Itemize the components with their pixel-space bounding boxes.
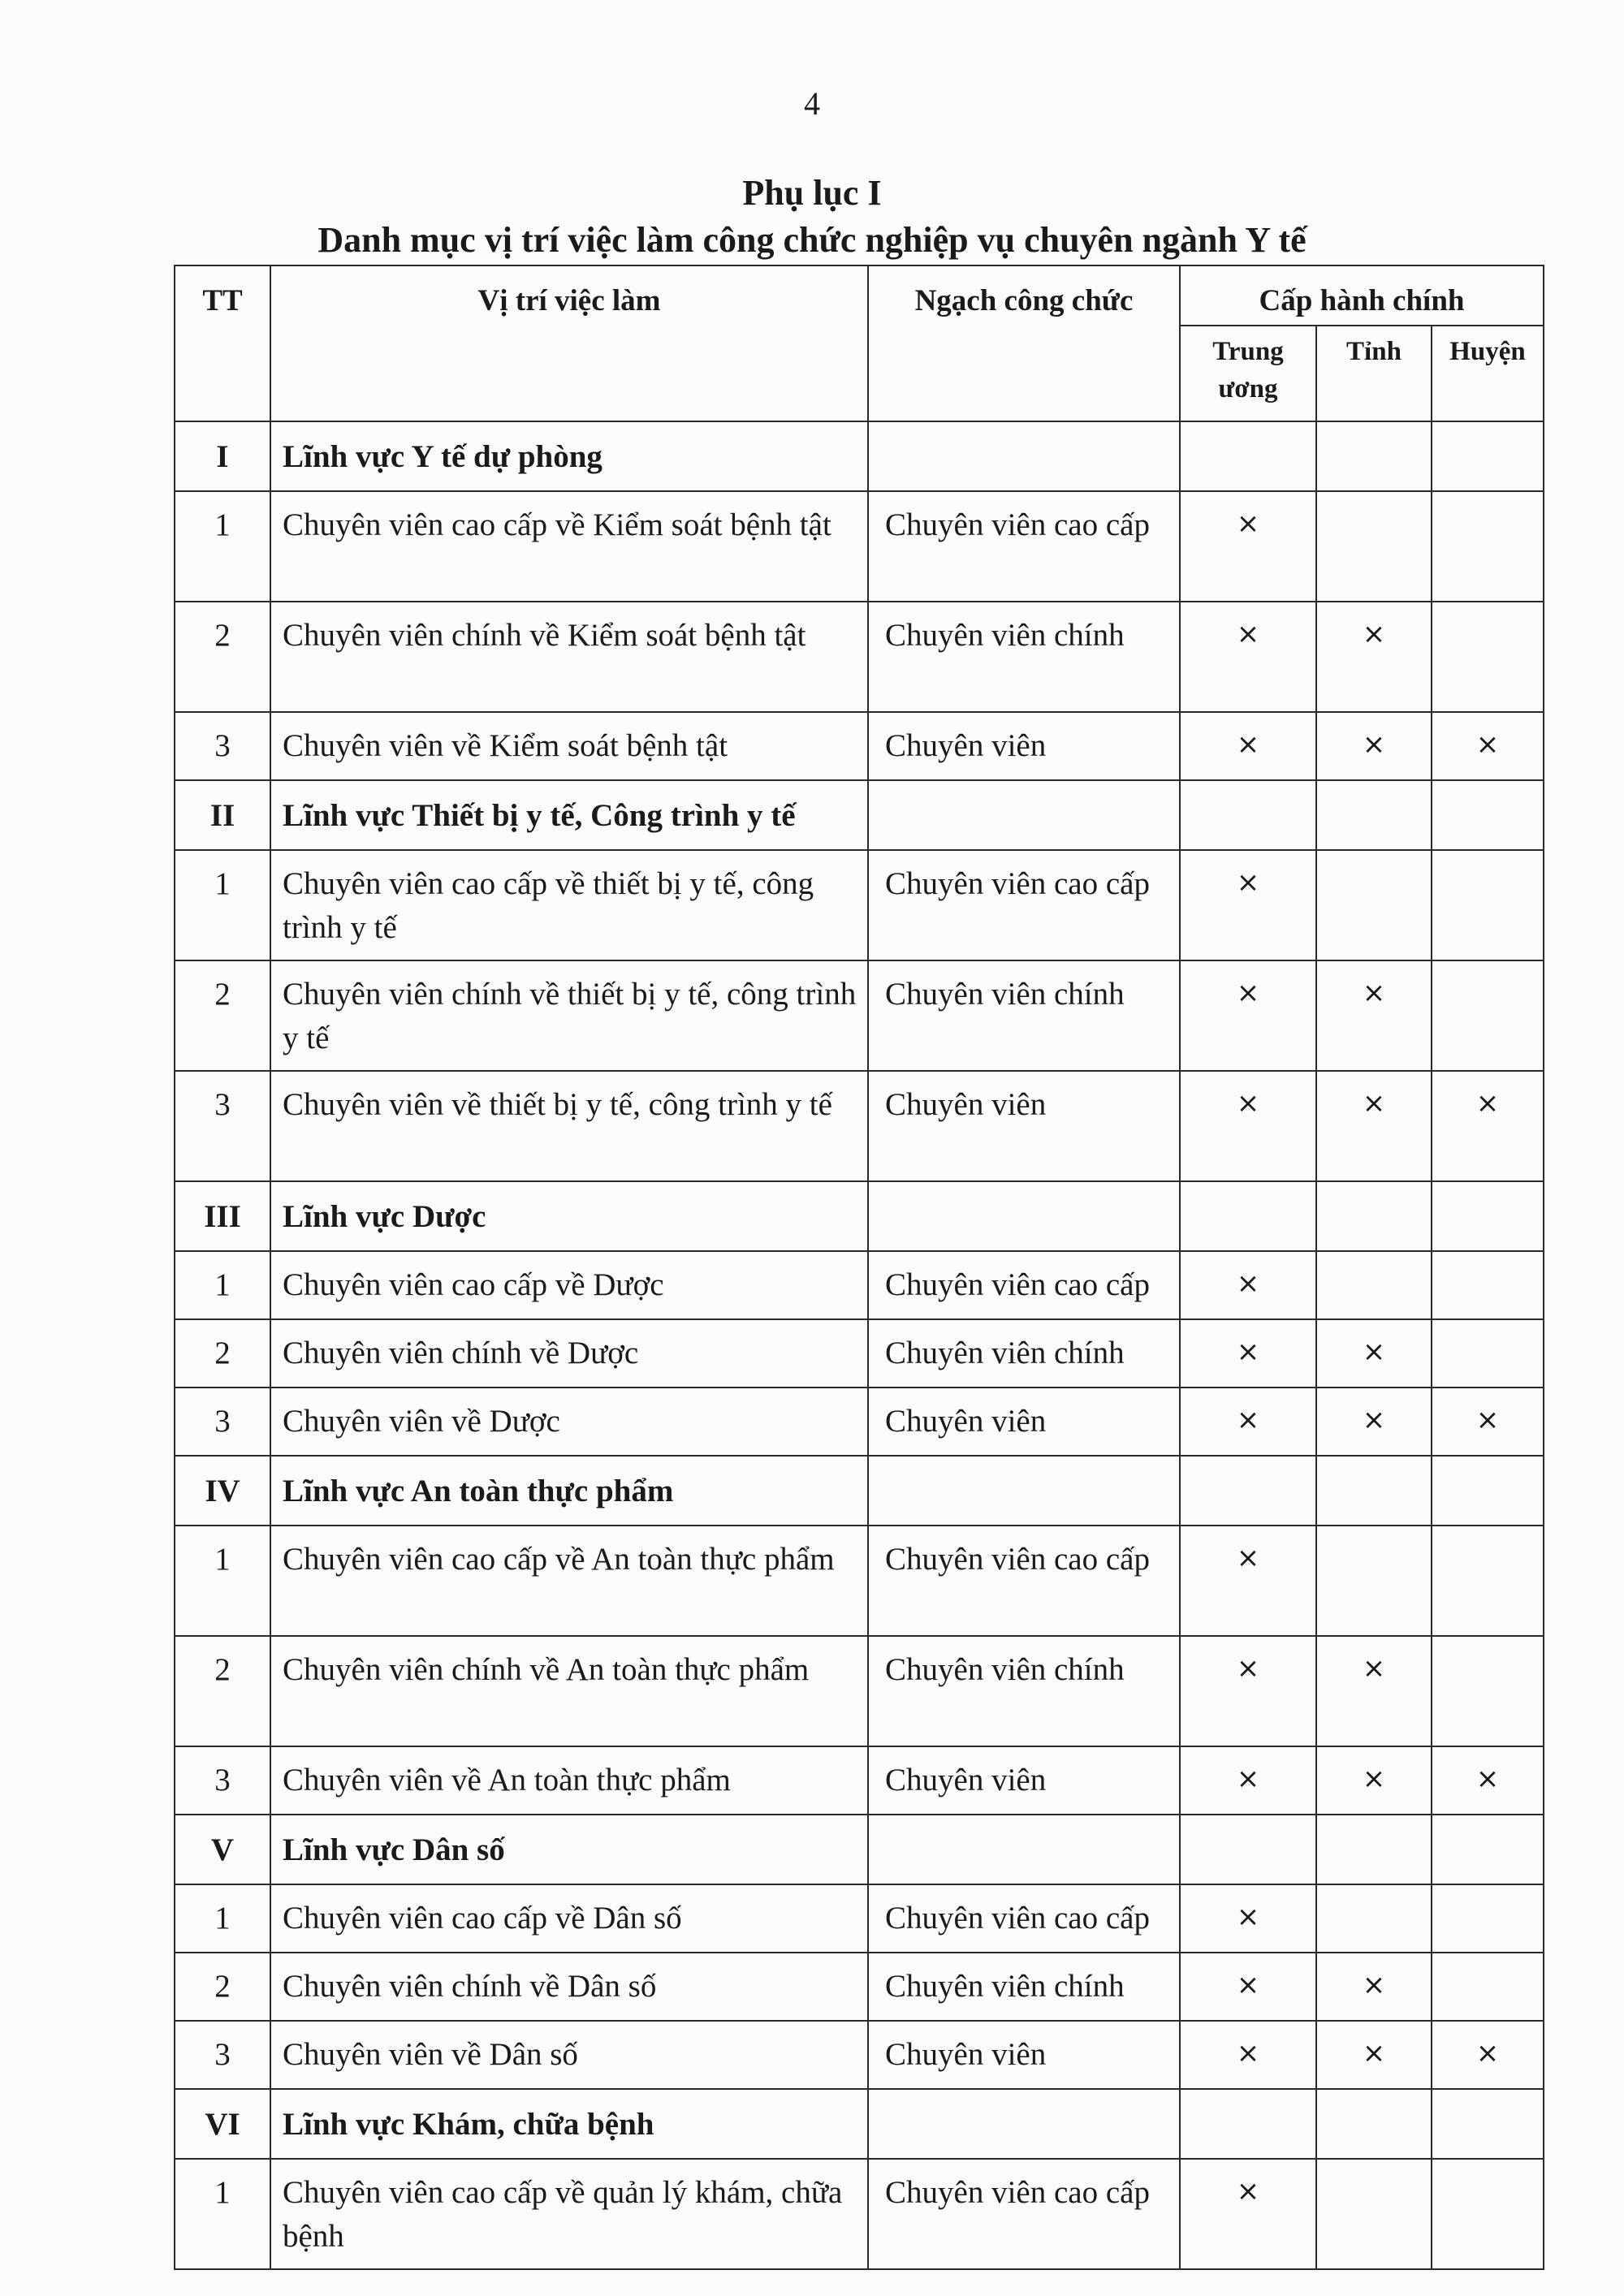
table-row <box>175 712 1544 780</box>
empty-cell <box>868 1456 1180 1526</box>
empty-cell <box>1432 2089 1544 2159</box>
empty-cell <box>1316 780 1432 850</box>
district-mark: × <box>1432 2021 1544 2089</box>
position-cell: Chuyên viên cao cấp về quản lý khám, chữa bệnh <box>270 2159 868 2269</box>
empty-cell <box>868 421 1180 491</box>
section-title: Lĩnh vực Dược <box>270 1181 868 1251</box>
table-row <box>175 1251 1544 1319</box>
row-tt: 2 <box>175 1319 270 1388</box>
section-title: Lĩnh vực Khám, chữa bệnh <box>270 2089 868 2159</box>
row-tt: 1 <box>175 850 270 960</box>
section-title: Lĩnh vực Thiết bị y tế, Công trình y tế <box>270 780 868 850</box>
province-mark <box>1316 491 1432 602</box>
table-row <box>175 1388 1544 1456</box>
grade-cell: Chuyên viên cao cấp <box>868 1526 1180 1636</box>
position-cell: Chuyên viên cao cấp về An toàn thực phẩm <box>270 1526 868 1636</box>
province-mark: × <box>1316 960 1432 1071</box>
position-cell: Chuyên viên về An toàn thực phẩm <box>270 1746 868 1815</box>
grade-cell: Chuyên viên chính <box>868 1636 1180 1746</box>
title-block <box>0 170 1624 265</box>
central-mark: × <box>1180 602 1316 712</box>
table-row <box>175 1953 1544 2021</box>
grade-cell: Chuyên viên cao cấp <box>868 1884 1180 1953</box>
grade-cell: Chuyên viên chính <box>868 960 1180 1071</box>
row-tt: VI <box>175 2089 270 2159</box>
section-row <box>175 1456 1544 1526</box>
table-row <box>175 1884 1544 1953</box>
central-mark: × <box>1180 491 1316 602</box>
grade-cell: Chuyên viên chính <box>868 1953 1180 2021</box>
appendix-subtitle: Danh mục vị trí việc làm công chức nghiệp vụ chuyên ngành Y tế <box>317 220 1307 260</box>
province-mark <box>1316 1251 1432 1319</box>
central-mark: × <box>1180 1388 1316 1456</box>
page-number: 4 <box>804 85 820 122</box>
row-tt: 1 <box>175 1884 270 1953</box>
grade-cell: Chuyên viên cao cấp <box>868 1251 1180 1319</box>
empty-cell <box>868 1181 1180 1251</box>
grade-cell: Chuyên viên cao cấp <box>868 491 1180 602</box>
row-tt: 3 <box>175 1071 270 1181</box>
empty-cell <box>1432 1815 1544 1884</box>
job-position-table <box>174 265 1544 2270</box>
province-mark <box>1316 850 1432 960</box>
empty-cell <box>1432 780 1544 850</box>
empty-cell <box>1432 1456 1544 1526</box>
row-tt: V <box>175 1815 270 1884</box>
position-cell: Chuyên viên chính về Dược <box>270 1319 868 1388</box>
empty-cell <box>1316 2089 1432 2159</box>
position-cell: Chuyên viên cao cấp về Kiểm soát bệnh tật <box>270 491 868 602</box>
row-tt: 1 <box>175 1251 270 1319</box>
district-mark: × <box>1432 1388 1544 1456</box>
header-admin-level: Cấp hành chính <box>1180 265 1544 326</box>
province-mark: × <box>1316 602 1432 712</box>
table-row <box>175 960 1544 1071</box>
position-cell: Chuyên viên chính về thiết bị y tế, công trình y tế <box>270 960 868 1071</box>
central-mark: × <box>1180 1071 1316 1181</box>
row-tt: 1 <box>175 2159 270 2269</box>
province-mark: × <box>1316 1319 1432 1388</box>
grade-cell: Chuyên viên chính <box>868 1319 1180 1388</box>
position-cell: Chuyên viên về Kiểm soát bệnh tật <box>270 712 868 780</box>
central-mark: × <box>1180 1636 1316 1746</box>
grade-cell: Chuyên viên <box>868 712 1180 780</box>
grade-cell: Chuyên viên cao cấp <box>868 2159 1180 2269</box>
row-tt: 2 <box>175 1953 270 2021</box>
district-mark <box>1432 1953 1544 2021</box>
header-grade: Ngạch công chức <box>868 265 1180 421</box>
appendix-title: Phụ lục I <box>742 173 882 213</box>
district-mark <box>1432 1319 1544 1388</box>
row-tt: 1 <box>175 491 270 602</box>
header-central: Trung ương <box>1180 326 1316 421</box>
section-row <box>175 780 1544 850</box>
table-row <box>175 1526 1544 1636</box>
table-row <box>175 1319 1544 1388</box>
empty-cell <box>868 2089 1180 2159</box>
district-mark: × <box>1432 1071 1544 1181</box>
table-row <box>175 491 1544 602</box>
central-mark: × <box>1180 1953 1316 2021</box>
district-mark <box>1432 1251 1544 1319</box>
empty-cell <box>868 780 1180 850</box>
row-tt: IV <box>175 1456 270 1526</box>
province-mark: × <box>1316 2021 1432 2089</box>
district-mark: × <box>1432 712 1544 780</box>
district-mark <box>1432 602 1544 712</box>
row-tt: 2 <box>175 960 270 1071</box>
row-tt: 2 <box>175 602 270 712</box>
empty-cell <box>1180 780 1316 850</box>
section-row <box>175 2089 1544 2159</box>
row-tt: 3 <box>175 2021 270 2089</box>
row-tt: III <box>175 1181 270 1251</box>
province-mark <box>1316 1526 1432 1636</box>
central-mark: × <box>1180 1884 1316 1953</box>
central-mark: × <box>1180 2159 1316 2269</box>
empty-cell <box>1180 1181 1316 1251</box>
section-row <box>175 1181 1544 1251</box>
district-mark <box>1432 1884 1544 1953</box>
row-tt: 3 <box>175 1388 270 1456</box>
empty-cell <box>1432 421 1544 491</box>
province-mark: × <box>1316 1953 1432 2021</box>
table-row <box>175 2159 1544 2269</box>
central-mark: × <box>1180 1526 1316 1636</box>
central-mark: × <box>1180 1746 1316 1815</box>
empty-cell <box>1316 1181 1432 1251</box>
central-mark: × <box>1180 960 1316 1071</box>
district-mark <box>1432 960 1544 1071</box>
district-mark <box>1432 491 1544 602</box>
district-mark <box>1432 850 1544 960</box>
province-mark: × <box>1316 712 1432 780</box>
table-row <box>175 1071 1544 1181</box>
table-header <box>175 265 1544 421</box>
position-cell: Chuyên viên về thiết bị y tế, công trình y tế <box>270 1071 868 1181</box>
table-row <box>175 2021 1544 2089</box>
grade-cell: Chuyên viên <box>868 1071 1180 1181</box>
empty-cell <box>1180 1456 1316 1526</box>
empty-cell <box>1180 2089 1316 2159</box>
empty-cell <box>1180 421 1316 491</box>
position-cell: Chuyên viên chính về An toàn thực phẩm <box>270 1636 868 1746</box>
grade-cell: Chuyên viên <box>868 2021 1180 2089</box>
position-cell: Chuyên viên về Dược <box>270 1388 868 1456</box>
row-tt: 2 <box>175 1636 270 1746</box>
district-mark <box>1432 1526 1544 1636</box>
central-mark: × <box>1180 850 1316 960</box>
central-mark: × <box>1180 1251 1316 1319</box>
row-tt: 3 <box>175 712 270 780</box>
row-tt: 1 <box>175 1526 270 1636</box>
central-mark: × <box>1180 1319 1316 1388</box>
section-title: Lĩnh vực An toàn thực phẩm <box>270 1456 868 1526</box>
empty-cell <box>1316 1456 1432 1526</box>
row-tt: II <box>175 780 270 850</box>
section-title: Lĩnh vực Dân số <box>270 1815 868 1884</box>
table-row <box>175 602 1544 712</box>
table-row <box>175 1636 1544 1746</box>
table-body <box>175 421 1544 2269</box>
empty-cell <box>868 1815 1180 1884</box>
header-tt: TT <box>175 265 270 421</box>
row-tt: 3 <box>175 1746 270 1815</box>
position-cell: Chuyên viên cao cấp về Dược <box>270 1251 868 1319</box>
section-row <box>175 421 1544 491</box>
province-mark <box>1316 1884 1432 1953</box>
grade-cell: Chuyên viên chính <box>868 602 1180 712</box>
position-cell: Chuyên viên chính về Kiểm soát bệnh tật <box>270 602 868 712</box>
table-row <box>175 1746 1544 1815</box>
position-cell: Chuyên viên về Dân số <box>270 2021 868 2089</box>
row-tt: I <box>175 421 270 491</box>
position-cell: Chuyên viên chính về Dân số <box>270 1953 868 2021</box>
section-title: Lĩnh vực Y tế dự phòng <box>270 421 868 491</box>
position-cell: Chuyên viên cao cấp về thiết bị y tế, công trình y tế <box>270 850 868 960</box>
central-mark: × <box>1180 712 1316 780</box>
position-cell: Chuyên viên cao cấp về Dân số <box>270 1884 868 1953</box>
empty-cell <box>1432 1181 1544 1251</box>
grade-cell: Chuyên viên <box>868 1388 1180 1456</box>
province-mark: × <box>1316 1388 1432 1456</box>
province-mark: × <box>1316 1071 1432 1181</box>
central-mark: × <box>1180 2021 1316 2089</box>
province-mark: × <box>1316 1746 1432 1815</box>
grade-cell: Chuyên viên <box>868 1746 1180 1815</box>
district-mark <box>1432 2159 1544 2269</box>
district-mark: × <box>1432 1746 1544 1815</box>
province-mark <box>1316 2159 1432 2269</box>
header-province: Tỉnh <box>1316 326 1432 421</box>
header-district: Huyện <box>1432 326 1544 421</box>
empty-cell <box>1316 421 1432 491</box>
header-position: Vị trí việc làm <box>270 265 868 421</box>
province-mark: × <box>1316 1636 1432 1746</box>
empty-cell <box>1316 1815 1432 1884</box>
district-mark <box>1432 1636 1544 1746</box>
empty-cell <box>1180 1815 1316 1884</box>
section-row <box>175 1815 1544 1884</box>
grade-cell: Chuyên viên cao cấp <box>868 850 1180 960</box>
table-row <box>175 850 1544 960</box>
